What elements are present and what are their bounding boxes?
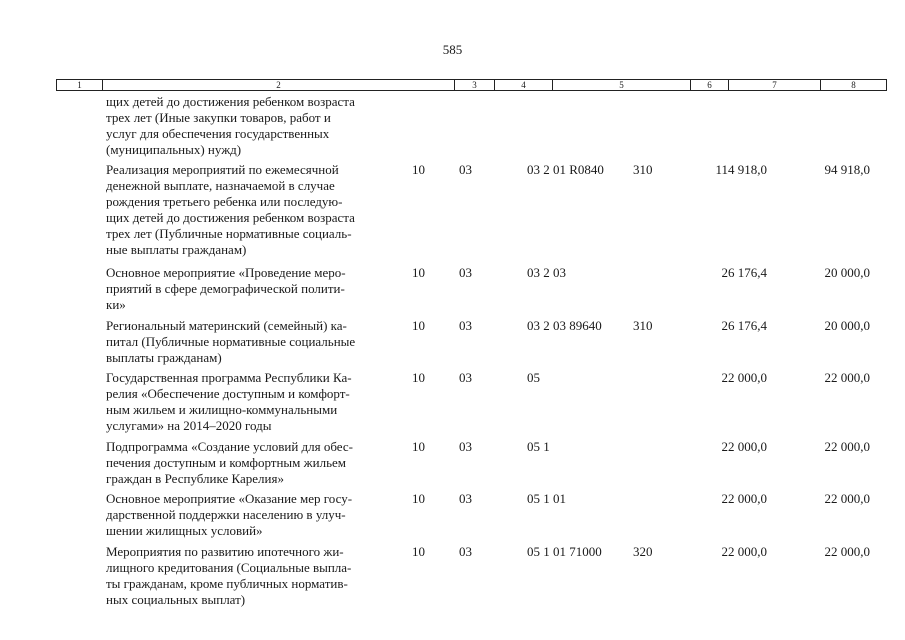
row-section: 10 [412, 265, 425, 280]
row-target-code: 05 1 01 [527, 491, 566, 506]
row-section: 10 [412, 318, 425, 333]
row-amount-2: 20 000,0 [824, 318, 870, 333]
row-section: 10 [412, 491, 425, 506]
row-name: Мероприятия по развитию ипотечного жи- лищного кредитования (Социальные выпла- ты гражданам, кроме публичных норматив- ных социальных выплат) [106, 544, 352, 607]
row-subsection: 03 [459, 318, 472, 333]
row-subsection: 03 [459, 162, 472, 177]
header-col-6: 6 [691, 80, 729, 90]
header-col-2: 2 [103, 80, 455, 90]
row-amount-2: 22 000,0 [824, 544, 870, 559]
row-section: 10 [412, 162, 425, 177]
row-name: Государственная программа Республики Ка- релия «Обеспечение доступным и комфорт- ным жильем и жилищно-коммунальными услугами» на 2014–2020 годы [106, 370, 352, 433]
row-amount-1: 22 000,0 [721, 439, 767, 454]
row-amount-1: 114 918,0 [715, 162, 767, 177]
row-expense-type: 310 [633, 162, 653, 177]
row-name: Региональный материнский (семейный) ка- питал (Публичные нормативные социальные выплаты гражданам) [106, 318, 356, 365]
table-header [56, 79, 887, 91]
row-name: Основное мероприятие «Проведение меро- приятий в сфере демографической полити- ки» [106, 265, 346, 312]
row-expense-type: 310 [633, 318, 653, 333]
header-col-4: 4 [495, 80, 553, 90]
row-amount-2: 20 000,0 [824, 265, 870, 280]
row-amount-2: 22 000,0 [824, 439, 870, 454]
row-amount-2: 22 000,0 [824, 370, 870, 385]
row-section: 10 [412, 544, 425, 559]
row-subsection: 03 [459, 491, 472, 506]
row-target-code: 05 1 01 71000 [527, 544, 602, 559]
row-name: Основное мероприятие «Оказание мер госу- дарственной поддержки населению в улуч- шении жилищных условий» [106, 491, 353, 538]
row-amount-1: 22 000,0 [721, 370, 767, 385]
page-number: 585 [442, 42, 463, 57]
row-name: щих детей до достижения ребенком возраста трех лет (Иные закупки товаров, работ и услуг для обеспечения государственных (муниципальных) нужд) [106, 94, 355, 157]
header-col-8: 8 [851, 80, 856, 90]
row-target-code: 03 2 03 89640 [527, 318, 602, 333]
header-col-1: 1 [57, 80, 103, 90]
header-col-5: 5 [553, 80, 691, 90]
header-col-7: 7 [729, 80, 821, 90]
row-subsection: 03 [459, 544, 472, 559]
row-amount-2: 94 918,0 [824, 162, 870, 177]
row-name: Реализация мероприятий по ежемесячной денежной выплате, назначаемой в случае рождения третьего ребенка или последую- щих детей до достижения ребенком возраста трех лет (Публичные нормативные социаль- ные выплаты гражданам) [106, 162, 355, 257]
row-expense-type: 320 [633, 544, 653, 559]
row-section: 10 [412, 439, 425, 454]
row-target-code: 03 2 01 R0840 [527, 162, 604, 177]
row-subsection: 03 [459, 265, 472, 280]
row-amount-1: 22 000,0 [721, 544, 767, 559]
row-name: Подпрограмма «Создание условий для обес- печения доступным и комфортным жильем граждан в Республике Карелия» [106, 439, 353, 486]
row-subsection: 03 [459, 439, 472, 454]
row-amount-1: 22 000,0 [721, 491, 767, 506]
row-target-code: 05 1 [527, 439, 550, 454]
row-amount-1: 26 176,4 [721, 318, 767, 333]
header-col-3: 3 [455, 80, 495, 90]
row-target-code: 05 [527, 370, 540, 385]
row-target-code: 03 2 03 [527, 265, 566, 280]
row-section: 10 [412, 370, 425, 385]
row-amount-2: 22 000,0 [824, 491, 870, 506]
row-amount-1: 26 176,4 [721, 265, 767, 280]
row-subsection: 03 [459, 370, 472, 385]
